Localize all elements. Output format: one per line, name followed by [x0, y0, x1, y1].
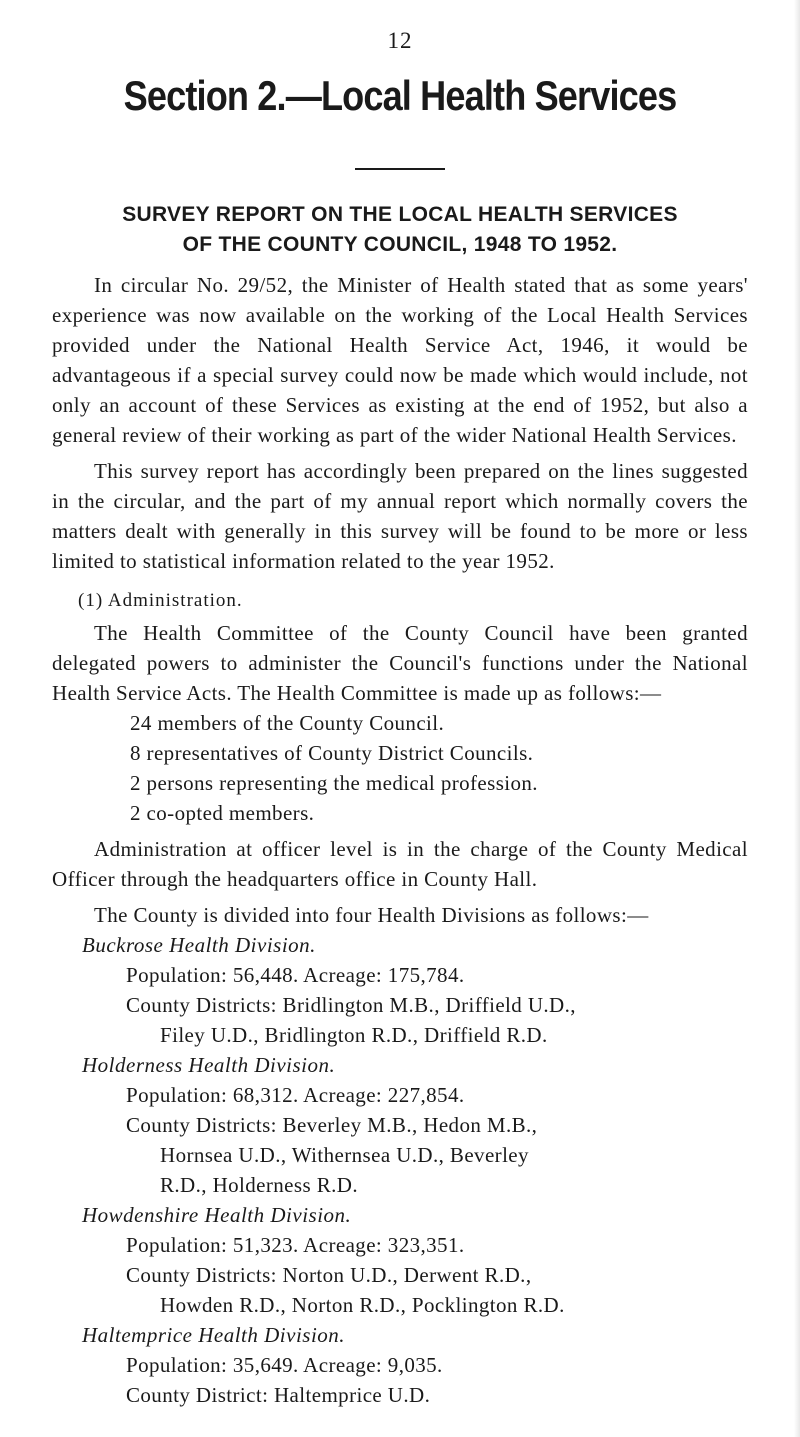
division-districts-cont: Filey U.D., Bridlington R.D., Driffield R.D. — [160, 1023, 548, 1047]
division-population: Population: 35,649. Acreage: 9,035. — [126, 1353, 443, 1377]
report-heading-line-2: OF THE COUNTY COUNCIL, 1948 TO 1952. — [182, 233, 618, 256]
division-districts: County Districts: Bridlington M.B., Driffield U.D., — [126, 993, 576, 1017]
administration-heading: (1) Administration. — [78, 590, 243, 611]
division-name: Buckrose Health Division. — [82, 933, 316, 957]
paragraph-divisions-intro: The County is divided into four Health Divisions as follows:— — [94, 903, 649, 927]
report-heading-line-1: SURVEY REPORT ON THE LOCAL HEALTH SERVICES — [122, 203, 678, 226]
member-item: 2 co-opted members. — [130, 801, 315, 825]
title-rule — [355, 168, 445, 170]
division-howdenshire — [52, 1200, 748, 1320]
division-districts-cont: Howden R.D., Norton R.D., Pocklington R.D. — [160, 1293, 565, 1317]
section-title: Section 2.—Local Health Services — [123, 72, 677, 119]
paragraph-circular: In circular No. 29/52, the Minister of Health stated that as some years' experience was now available on the working of the Local Health Services provided under the National Health Service Act, 1946, it would be advantageous if a special survey could now be made which would include, not only an account of these Services as existing at the end of 1952, but also a general review of their working as part of the wider National Health Services. — [52, 273, 748, 447]
division-population: Population: 51,323. Acreage: 323,351. — [126, 1233, 465, 1257]
division-districts: County Districts: Beverley M.B., Hedon M.B., — [126, 1113, 538, 1137]
paragraph-survey: This survey report has accordingly been prepared on the lines suggested in the circular, and the part of my annual report which normally covers the matters dealt with generally in this survey will be found to be more or less limited to statistical information related to the year 1952. — [52, 459, 748, 573]
report-heading — [52, 200, 748, 260]
division-buckrose — [52, 930, 748, 1050]
division-population: Population: 68,312. Acreage: 227,854. — [126, 1083, 465, 1107]
committee-members-list — [52, 708, 748, 828]
division-districts: County District: Haltemprice U.D. — [126, 1383, 431, 1407]
page-number: 12 — [387, 28, 413, 53]
paragraph-officer: Administration at officer level is in the charge of the County Medical Officer through the headquarters office in County Hall. — [52, 837, 748, 891]
member-item: 8 representatives of County District Councils. — [130, 741, 534, 765]
member-item: 2 persons representing the medical profession. — [130, 771, 538, 795]
page-edge-shadow — [794, 0, 800, 1437]
division-districts: County Districts: Norton U.D., Derwent R.D., — [126, 1263, 532, 1287]
division-name: Holderness Health Division. — [82, 1053, 336, 1077]
division-population: Population: 56,448. Acreage: 175,784. — [126, 963, 465, 987]
member-item: 24 members of the County Council. — [130, 711, 445, 735]
division-districts-cont: Hornsea U.D., Withernsea U.D., Beverley — [160, 1143, 529, 1167]
division-districts-cont: R.D., Holderness R.D. — [160, 1173, 358, 1197]
division-name: Howdenshire Health Division. — [82, 1203, 352, 1227]
paragraph-committee: The Health Committee of the County Council have been granted delegated powers to administer the Council's functions under the National Health Service Acts. The Health Committee is made up as follows:— — [52, 621, 748, 705]
division-holderness — [52, 1050, 748, 1200]
division-haltemprice — [52, 1320, 748, 1410]
division-name: Haltemprice Health Division. — [82, 1323, 346, 1347]
